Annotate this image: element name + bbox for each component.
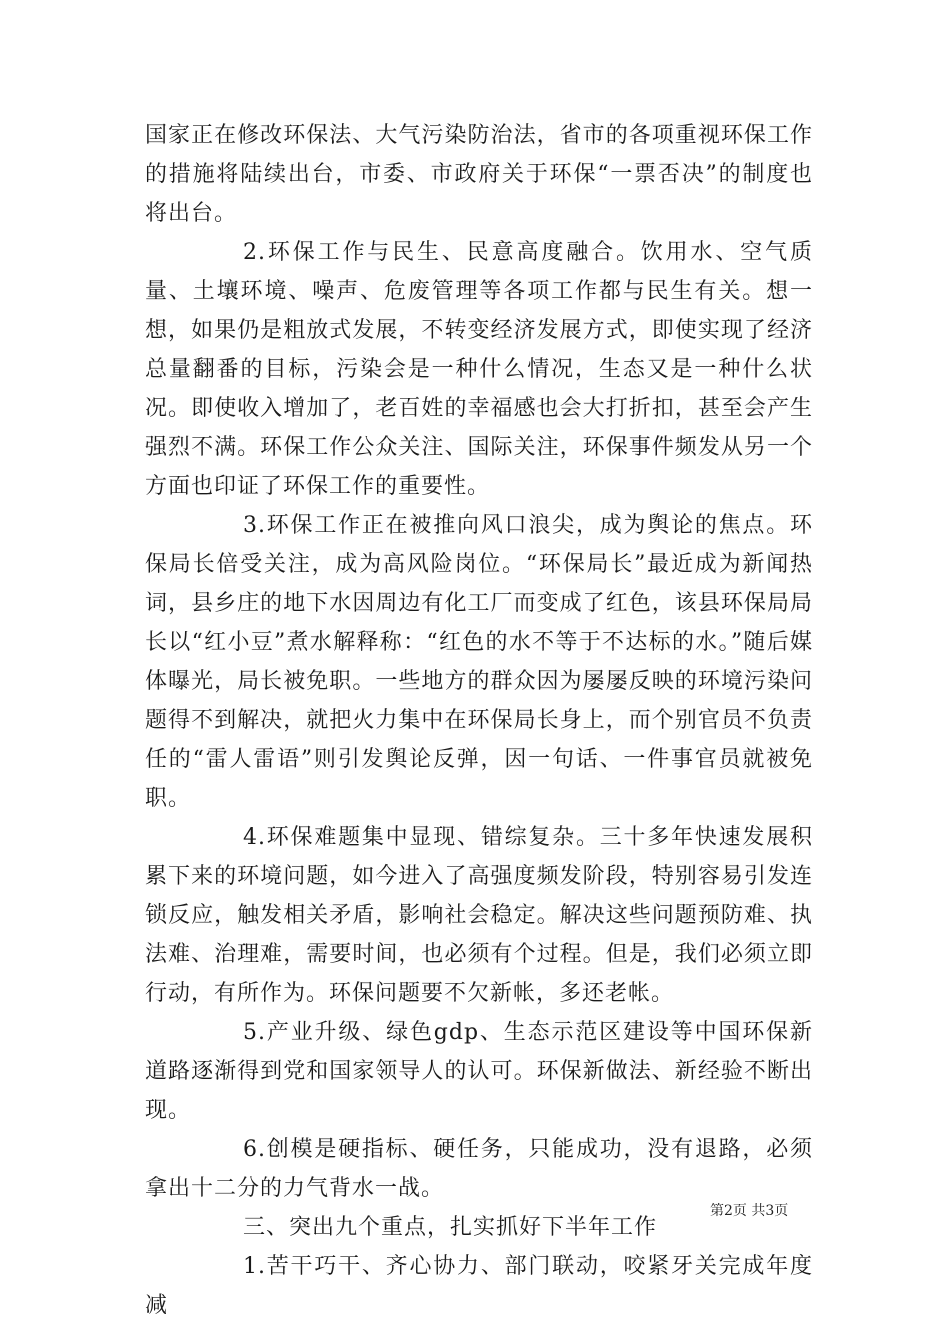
paragraph-section3-point-1: 1.苦干巧干、齐心协力、部门联动，咬紧牙关完成年度减	[145, 1254, 813, 1318]
paragraph-point-2: 2.环保工作与民生、民意高度融合。饮用水、空气质量、土壤环境、噪声、危废管理等各项工作都与民生有关。想一想，如果仍是粗放式发展，不转变经济发展方式，即使实现了经济总量翻番的目标，污染会是一种什么情况，生态又是一种什么状况。即使收入增加了，老百姓的幸福感也会大打折扣，甚至会产生强烈不满。环保工作公众关注、国际关注，环保事件频发从另一个方面也印证了环保工作的重要性。	[145, 240, 813, 499]
paragraph-point-6: 6.创模是硬指标、硬任务，只能成功，没有退路，必须拿出十二分的力气背水一战。	[145, 1137, 813, 1201]
paragraph-point-5: 5.产业升级、绿色gdp、生态示范区建设等中国环保新道路逐渐得到党和国家领导人的认可。环保新做法、新经验不断出现。	[145, 1020, 813, 1123]
document-body	[145, 116, 813, 1325]
paragraph-intro: 国家正在修改环保法、大气污染防治法，省市的各项重视环保工作的措施将陆续出台，市委、市政府关于环保“一票否决”的制度也将出台。	[145, 123, 813, 226]
paragraph-point-4: 4.环保难题集中显现、错综复杂。三十多年快速发展积累下来的环境问题，如今进入了高强度频发阶段，特别容易引发连锁反应，触发相关矛盾，影响社会稳定。解决这些问题预防难、执法难、治理难，需要时间，也必须有个过程。但是，我们必须立即行动，有所作为。环保问题要不欠新帐，多还老帐。	[145, 825, 813, 1006]
section-heading: 三、突出九个重点，扎实抓好下半年工作	[243, 1215, 658, 1240]
paragraph-point-3: 3.环保工作正在被推向风口浪尖，成为舆论的焦点。环保局长倍受关注，成为高风险岗位。“环保局长”最近成为新闻热词，县乡庄的地下水因周边有化工厂而变成了红色，该县环保局局长以“红小豆”煮水解释称：“红色的水不等于不达标的水。”随后媒体曝光，局长被免职。一些地方的群众因为屡屡反映的环境污染问题得不到解决，就把火力集中在环保局长身上，而个别官员不负责任的“雷人雷语”则引发舆论反弹，因一句话、一件事官员就被免职。	[145, 513, 813, 811]
page-number-footer: 第2页 共3页	[710, 1203, 789, 1219]
